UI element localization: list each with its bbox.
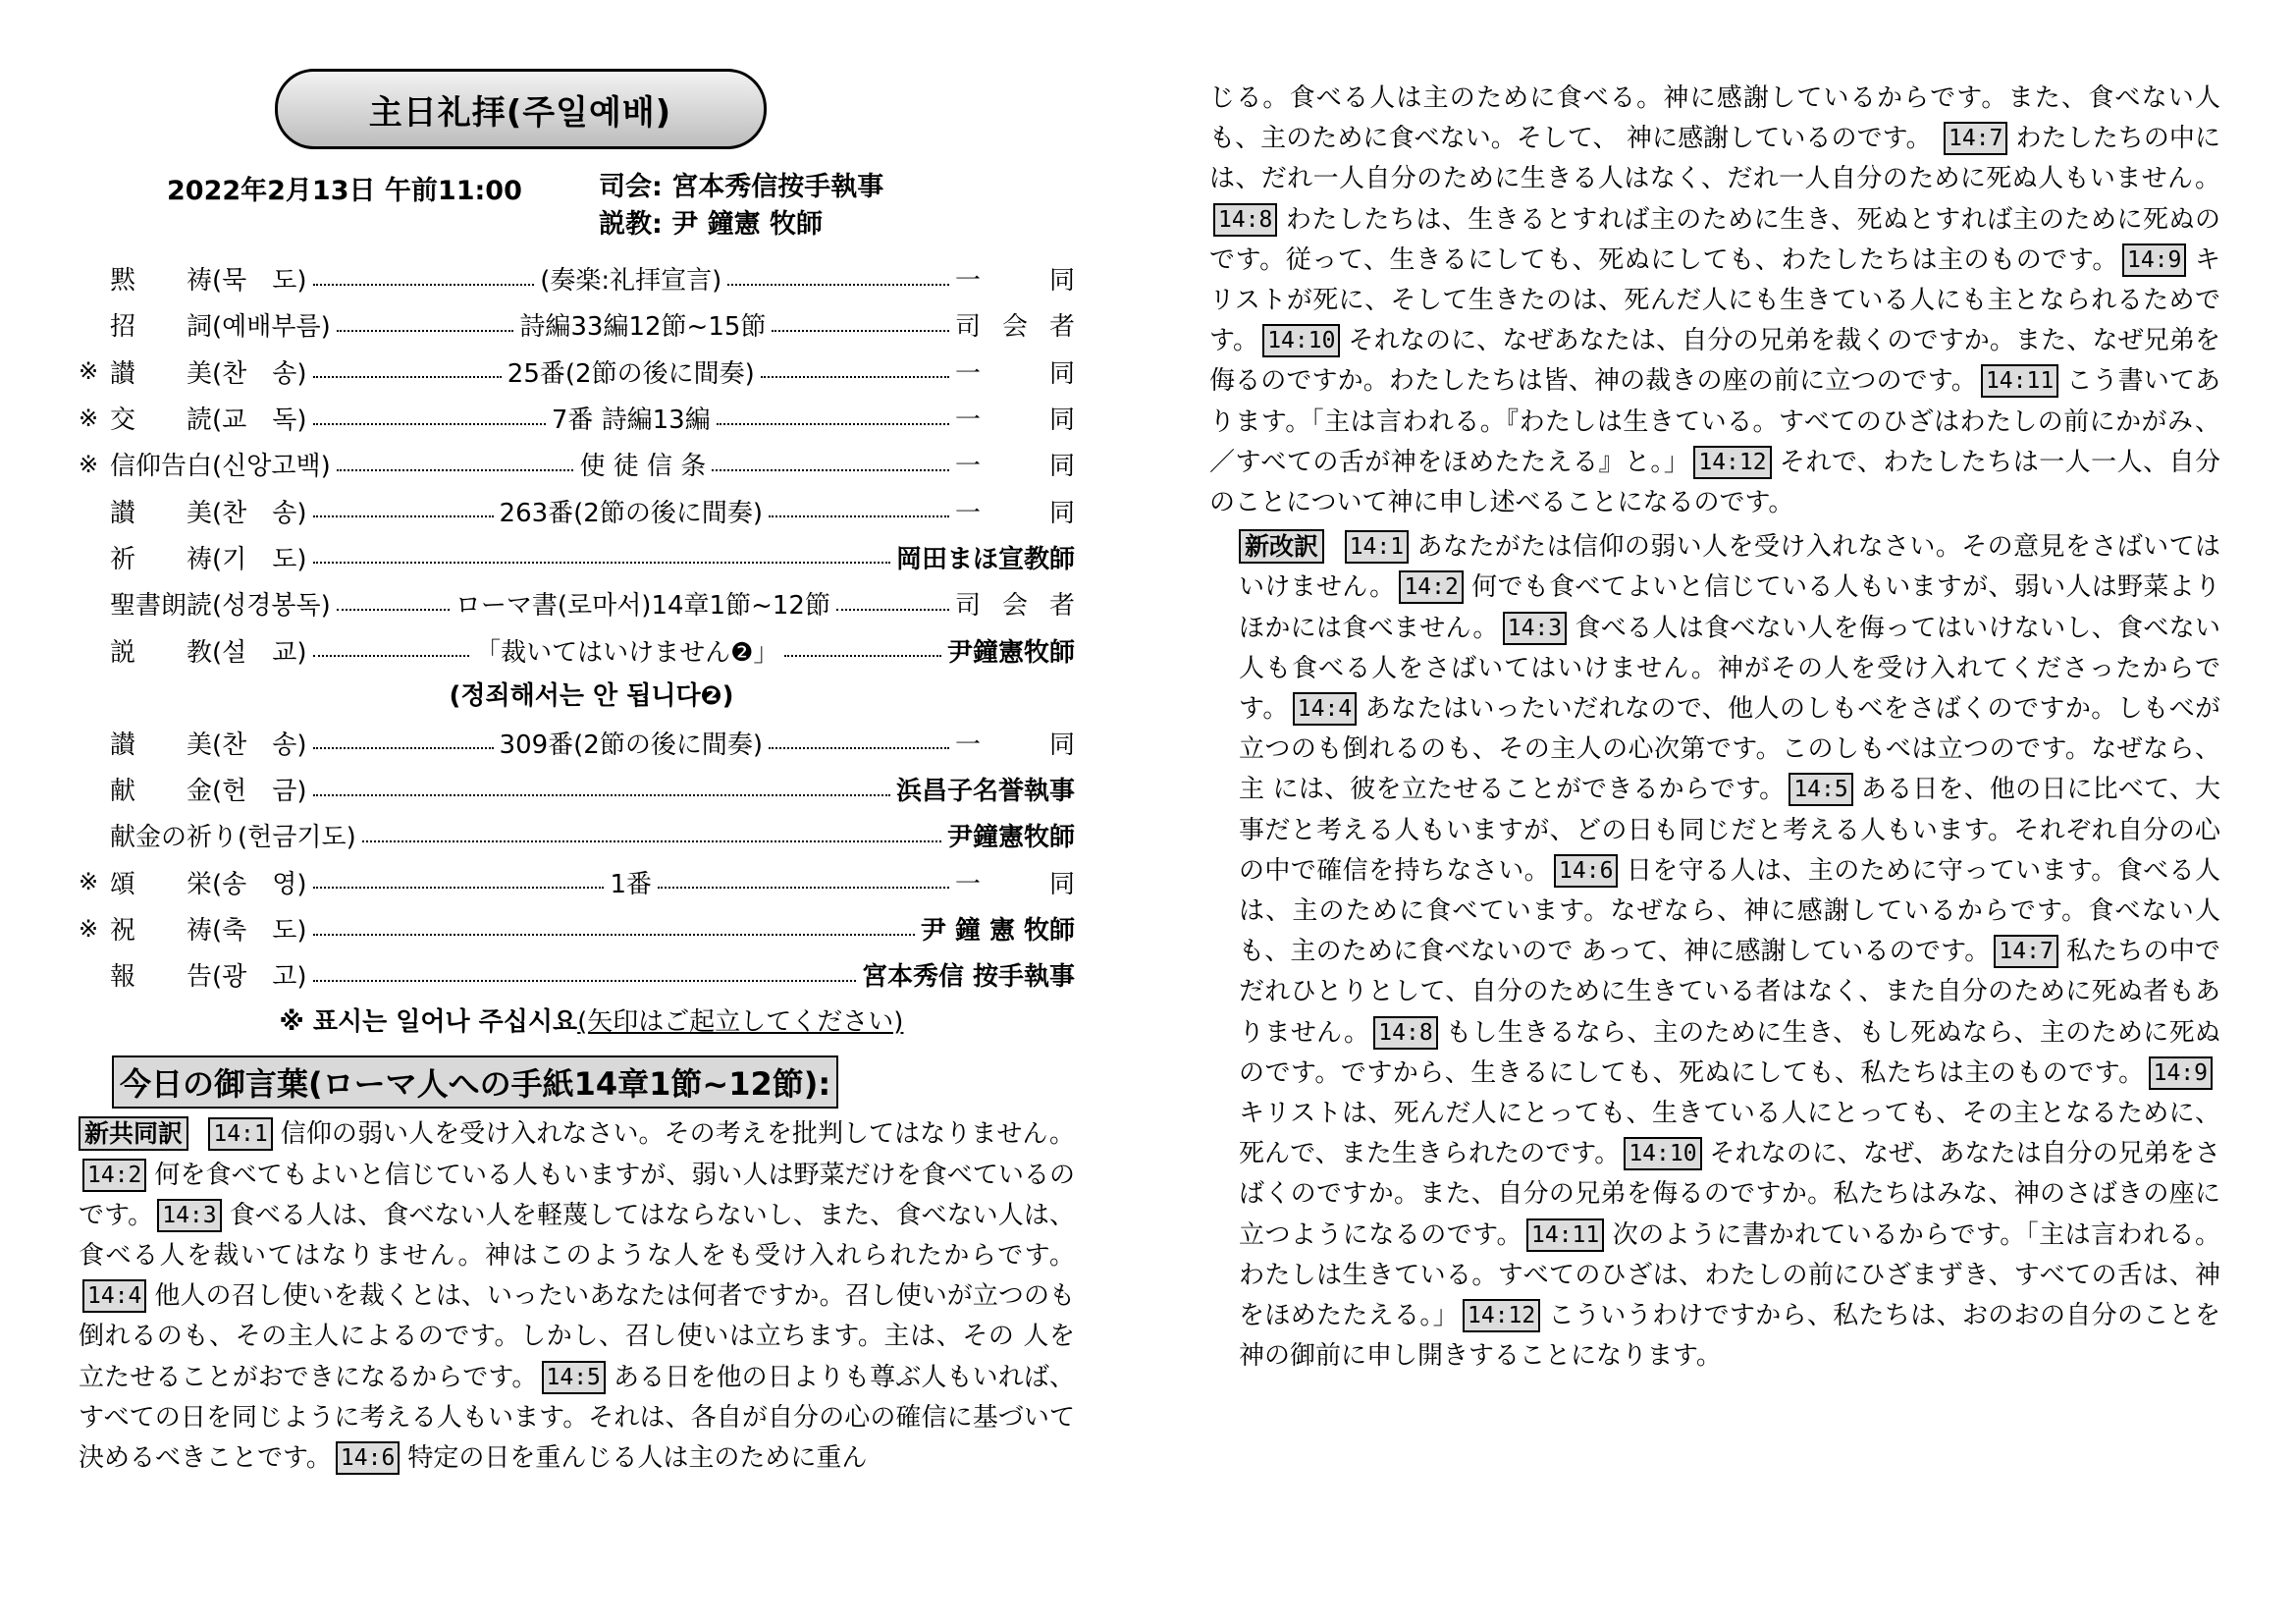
order-label: 祈 祷(기 도) bbox=[110, 544, 307, 574]
verse-ref: 14:4 bbox=[82, 1279, 146, 1313]
verse-text: 信仰の弱い人を受け入れなさい。その考えを批判してはなりません。 bbox=[280, 1119, 1076, 1150]
dot-leader bbox=[772, 330, 949, 332]
verse-ref: 14:7 bbox=[1994, 935, 2057, 968]
order-leader: 一 同 bbox=[955, 266, 1097, 297]
order-leader: 一 同 bbox=[955, 730, 1097, 760]
dot-leader bbox=[313, 515, 494, 517]
dot-leader bbox=[769, 515, 949, 517]
dot-leader bbox=[658, 887, 949, 889]
dot-leader bbox=[313, 562, 890, 564]
order-row bbox=[79, 255, 1097, 301]
left-column bbox=[79, 69, 1097, 1479]
order-leader: 宮本秀信 按手執事 bbox=[861, 962, 1075, 993]
order-leader: 尹鐘憲牧師 bbox=[946, 823, 1075, 853]
order-mark: ※ bbox=[79, 450, 99, 478]
service-meta bbox=[79, 169, 1075, 244]
verse-text: もし生きるなら、主のために生き、もし死ぬなら、主のために死ぬのです。ですから、生きるにしても、死ぬにしても、私たちは主のものです。 bbox=[1239, 1017, 2221, 1088]
order-leader: 一 同 bbox=[955, 406, 1097, 436]
verse-text: 私たちの中でだれひとりとして、自分のために生きている者はなく、また自分のために死ぬ者もありません。 bbox=[1239, 937, 2220, 1048]
verse-ref: 14:4 bbox=[1293, 692, 1357, 726]
scripture-continuation: じる。食べる人は主のために食べる。神に感謝しているからです。また、食べない人も、主のために食べない。そして、 神に感謝しているのです。 bbox=[1209, 83, 2220, 154]
scripture-shinkyodo bbox=[79, 1114, 1075, 1479]
verse-ref: 14:9 bbox=[2149, 1056, 2213, 1090]
order-row bbox=[79, 441, 1097, 487]
verse-text: 次のように書かれているからです。「主は言われる。わたしは生きている。すべてのひざは、わたしの前にひざまずき、すべての舌は、神をほめたたえる。」 bbox=[1239, 1219, 2220, 1331]
verse-text: キリストは、死んだ人にとっても、生きている人にとっても、その主となるために、死んで、また生きられたのです。 bbox=[1239, 1099, 2220, 1169]
order-content: (奏楽:礼拝宣言) bbox=[540, 266, 722, 297]
order-content: 「裁いてはいけません❷」 bbox=[475, 637, 779, 668]
presider: 司会: 宮本秀信按手執事 bbox=[599, 172, 884, 202]
right-column bbox=[1209, 73, 2220, 1378]
dot-leader bbox=[313, 376, 502, 378]
order-row bbox=[79, 951, 1075, 998]
verse-ref: 14:6 bbox=[1554, 854, 1618, 888]
order-content: ローマ書(로마서)14章1節~12節 bbox=[454, 591, 830, 622]
order-mark: ※ bbox=[79, 357, 99, 386]
verse-ref: 14:9 bbox=[2122, 244, 2186, 277]
order-mark: ※ bbox=[79, 404, 99, 432]
verse-ref: 14:2 bbox=[1399, 570, 1463, 604]
order-label: 讃 美(찬 송) bbox=[110, 498, 307, 528]
verse-text: 何でも食べてよいと信じている人もいますが、弱い人は野菜よりほかには食べません。 bbox=[1239, 572, 2220, 643]
dot-leader bbox=[784, 655, 941, 657]
order-label: 報 告(광 고) bbox=[110, 962, 307, 993]
verse-ref: 14:6 bbox=[336, 1441, 400, 1475]
dot-leader bbox=[712, 469, 949, 471]
dot-leader bbox=[337, 469, 574, 471]
order-leader: 一 同 bbox=[955, 498, 1097, 528]
standing-note-korean: ※ 표시는 일어나 주십시요 bbox=[279, 1007, 578, 1038]
verse-ref: 14:12 bbox=[1693, 446, 1771, 479]
order-leader: 司会者 bbox=[955, 591, 1097, 622]
dot-leader bbox=[769, 747, 949, 749]
order-content: 7番 詩編13編 bbox=[551, 406, 711, 436]
dot-leader bbox=[313, 980, 856, 982]
verse-ref: 14:8 bbox=[1213, 203, 1277, 237]
dot-leader bbox=[313, 887, 605, 889]
order-row bbox=[79, 534, 1075, 580]
order-label: 讃 美(찬 송) bbox=[110, 358, 307, 389]
verse-text: 特定の日を重んじる人は主のために重ん bbox=[407, 1443, 868, 1474]
verse-text: それなのに、なぜ、あなたは自分の兄弟をさばくのですか。また、自分の兄弟を侮るのですか。私たちはみな、神のさばきの座に立つようになるのです。 bbox=[1239, 1139, 2220, 1250]
verse-ref: 14:5 bbox=[542, 1361, 606, 1394]
order-content: 25番(2節の後に間奏) bbox=[507, 358, 755, 389]
dot-leader bbox=[313, 934, 915, 936]
verse-ref: 14:3 bbox=[157, 1199, 221, 1232]
order-leader: 浜昌子名誉執事 bbox=[895, 777, 1075, 807]
verse-text: 日を守る人は、主のために守っています。食べる人は、主のために食べています。なぜなら、神に感謝しているからです。食べない人も、主のために食べないので あって、神に感謝しているのです。 bbox=[1239, 855, 2220, 967]
dot-leader bbox=[362, 840, 941, 842]
order-mark: ※ bbox=[79, 868, 99, 896]
order-label: 交 読(교 독) bbox=[110, 406, 307, 436]
order-row bbox=[79, 812, 1075, 858]
order-leader: 一 同 bbox=[954, 358, 1096, 389]
order-leader: 岡田まほ宣教師 bbox=[895, 544, 1075, 574]
verse-text: 食べる人は食べない人を侮ってはいけないし、食べない人も食べる人をさばいてはいけません。神がその人を受け入れてくださったからです。 bbox=[1239, 613, 2220, 725]
scripture-shinkaiyaku bbox=[1209, 527, 2220, 1377]
order-of-worship bbox=[79, 255, 1097, 998]
order-label: 献 金(헌 금) bbox=[110, 777, 307, 807]
order-row bbox=[79, 859, 1096, 905]
order-label: 説 教(설 교) bbox=[110, 637, 307, 668]
order-row bbox=[79, 349, 1096, 395]
verse-text: キリストが死に、そして生きたのは、死んだ人にも生きている人にも主となられるためです。 bbox=[1209, 244, 2220, 356]
standing-note-japanese: (矢印はご起立してください) bbox=[577, 1007, 904, 1038]
verse-text: 食べる人は、食べない人を軽蔑してはならないし、また、食べない人は、食べる人を裁いてはなりません。神はこのような人をも受け入れられたからです。 bbox=[79, 1200, 1075, 1272]
verse-ref: 14:2 bbox=[82, 1159, 146, 1192]
dot-leader bbox=[337, 330, 514, 332]
order-row bbox=[79, 487, 1097, 533]
preacher: 説教: 尹 鐘憲 牧師 bbox=[599, 209, 823, 240]
dot-leader bbox=[313, 423, 546, 425]
order-leader: 一 同 bbox=[955, 452, 1097, 482]
order-leader: 尹鐘憲牧師 bbox=[947, 637, 1076, 668]
dot-leader bbox=[313, 284, 535, 286]
order-label: 信仰告白(신앙고백) bbox=[110, 452, 331, 482]
dot-leader bbox=[313, 794, 890, 796]
verse-text: 他人の召し使いを裁くとは、いったいあなたは何者ですか。召し使いが立つのも倒れるのも、その主人によるのです。しかし、召し使いは立ちます。主は、その 人を立たせることがおできになるからです。 bbox=[79, 1281, 1075, 1392]
order-leader: 司会者 bbox=[955, 312, 1097, 343]
service-date: 2022年2月13日 午前11:00 bbox=[167, 176, 522, 206]
scripture-shinkyodo-continued bbox=[1209, 79, 2220, 523]
order-row bbox=[79, 395, 1097, 441]
order-label: 讃 美(찬 송) bbox=[110, 730, 307, 760]
verse-ref: 14:1 bbox=[1345, 530, 1409, 564]
order-label: 祝 祷(축 도) bbox=[110, 916, 307, 946]
verse-ref: 14:11 bbox=[1981, 364, 2058, 398]
order-content: 263番(2節の後に間奏) bbox=[499, 498, 763, 528]
dot-leader bbox=[761, 376, 949, 378]
verse-ref: 14:10 bbox=[1624, 1137, 1701, 1170]
order-content: 詩編33編12節~15節 bbox=[519, 312, 767, 343]
verse-text: こう書いてあります。「主は言われる。『わたしは生きている。すべてのひざはわたしの前にかがみ、／すべての舌が神をほめたたえる』と。」 bbox=[1209, 366, 2220, 477]
verse-ref: 14:10 bbox=[1262, 324, 1340, 357]
dot-leader bbox=[727, 284, 949, 286]
verse-ref: 14:5 bbox=[1789, 773, 1852, 806]
dot-leader bbox=[717, 423, 949, 425]
verse-ref: 14:3 bbox=[1503, 612, 1567, 645]
verse-text: それなのに、なぜあなたは、自分の兄弟を裁くのですか。また、なぜ兄弟を侮るのですか。わたしたちは皆、神の裁きの座の前に立つのです。 bbox=[1209, 326, 2220, 397]
order-content: 1番 bbox=[610, 869, 653, 899]
order-row bbox=[79, 720, 1097, 766]
todays-word-heading: 今日の御言葉(ローマ人への手紙14章1節~12節): bbox=[112, 1056, 838, 1109]
page-title: 主日礼拝(주일예배) bbox=[275, 69, 767, 149]
verse-ref: 14:1 bbox=[208, 1117, 272, 1151]
dot-leader bbox=[313, 655, 470, 657]
dot-leader bbox=[337, 609, 450, 611]
dot-leader bbox=[313, 747, 494, 749]
verse-text: わたしたちは、生きるとすれば主のために生き、死ぬとすれば主のために死ぬのです。従って、生きるにしても、死ぬにしても、わたしたちは主のものです。 bbox=[1209, 204, 2220, 275]
verse-text: ある日を、他の日に比べて、大事だと考える人もいますが、どの日も同じだと考える人もいます。それぞれ自分の心の中で確信を持ちなさい。 bbox=[1239, 775, 2220, 886]
order-leader: 尹 鐘 憲 牧師 bbox=[920, 916, 1075, 946]
standing-note bbox=[79, 1001, 1075, 1038]
sermon-title-korean: (정죄해서는 안 됩니다❷) bbox=[449, 680, 734, 711]
order-row bbox=[79, 766, 1075, 812]
order-label: 聖書朗読(성경봉독) bbox=[110, 591, 331, 622]
verse-ref: 14:7 bbox=[1944, 122, 2007, 155]
order-label: 招 詞(예배부름) bbox=[110, 312, 331, 343]
verse-ref: 14:12 bbox=[1463, 1299, 1540, 1332]
order-label: 黙 祷(묵 도) bbox=[110, 266, 307, 297]
order-mark: ※ bbox=[79, 914, 99, 943]
verse-text: 何を食べてもよいと信じている人もいますが、弱い人は野菜だけを食べているのです。 bbox=[79, 1160, 1075, 1230]
verse-text: ある日を他の日よりも尊ぶ人もいれば、すべての日を同じように考える人もいます。それは、各自が自分の心の確信に基づいて決めるべきことです。 bbox=[79, 1362, 1075, 1474]
version-label-shinkyodo: 新共同訳 bbox=[79, 1116, 188, 1151]
verse-text: わたしたちの中には、だれ一人自分のために生きる人はなく、だれ一人自分のために死ぬ人もいません。 bbox=[1209, 124, 2220, 194]
dot-leader bbox=[836, 609, 949, 611]
order-row bbox=[79, 301, 1097, 348]
service-staff bbox=[599, 169, 883, 244]
verse-text: あなたがたは信仰の弱い人を受け入れなさい。その意見をさばいてはいけません。 bbox=[1239, 532, 2220, 603]
verse-ref: 14:8 bbox=[1373, 1016, 1437, 1050]
title-banner bbox=[0, 69, 1075, 149]
order-row bbox=[79, 626, 1075, 673]
verse-text: こういうわけですから、私たちは、おのおの自分のことを神の御前に申し開きすることになります。 bbox=[1239, 1301, 2220, 1372]
order-content: 使 徒 信 条 bbox=[579, 452, 707, 482]
verse-ref: 14:11 bbox=[1526, 1218, 1604, 1252]
verse-text: あなたはいったいだれなので、他人のしもべをさばくのですか。しもべが立つのも倒れるのも、その主人の心次第です。このしもべは立つのです。なぜなら、主 には、彼を立たせることができるからです。 bbox=[1239, 694, 2221, 805]
version-label-shinkaiyaku: 新改訳 bbox=[1239, 529, 1324, 564]
verse-text: それで、わたしたちは一人一人、自分のことについて神に申し述べることになるのです。 bbox=[1209, 447, 2220, 518]
order-content: 309番(2節の後に間奏) bbox=[499, 730, 763, 760]
order-leader: 一 同 bbox=[954, 869, 1096, 899]
order-row bbox=[79, 580, 1097, 626]
order-row bbox=[79, 905, 1075, 951]
order-label: 頌 栄(송 영) bbox=[110, 869, 307, 899]
order-label: 献金の祈り(헌금기도) bbox=[110, 823, 356, 853]
